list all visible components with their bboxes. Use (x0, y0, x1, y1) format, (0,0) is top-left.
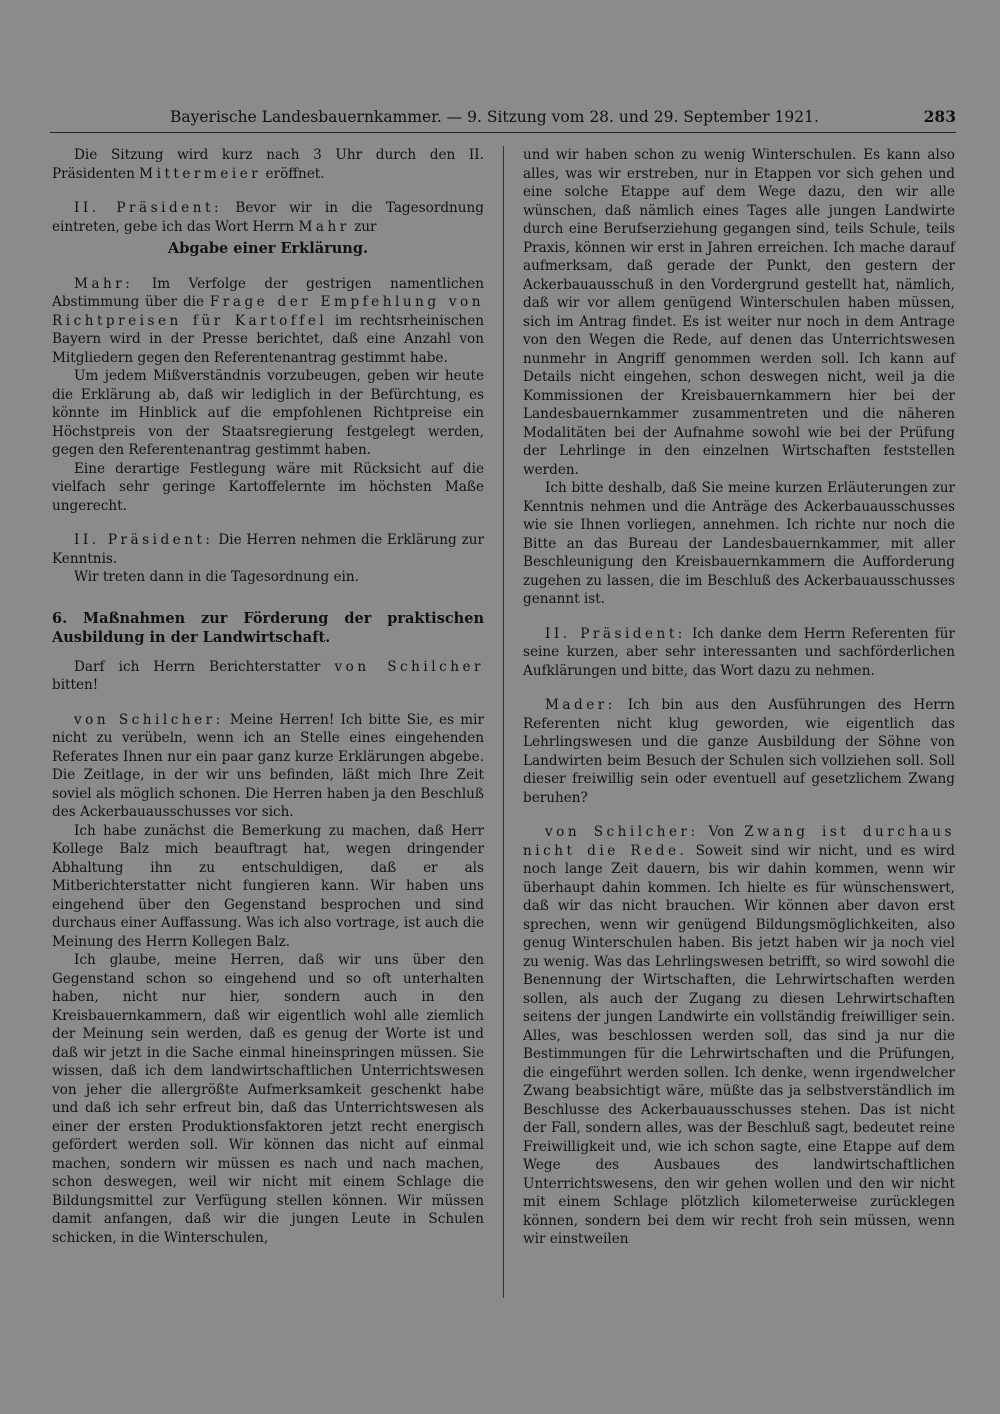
right-column (523, 146, 955, 1249)
section-heading: 6. Maßnahmen zur Förderung der praktischen Ausbildung in der Landwirtschaft. (52, 609, 484, 646)
running-header (50, 104, 956, 130)
paragraph (52, 146, 484, 183)
paragraph: Eine derartige Festlegung wäre mit Rücksicht auf die vielfach sehr geringe Kartoffelernte im höchsten Maße ungerecht. (52, 460, 484, 514)
paragraph: Ich glaube, meine Herren, daß wir uns über den Gegenstand schon so eingehend und so oft unterhalten haben, nicht nur hier, sondern auch in den Kreisbauernkammern, daß wir eigentlich wohl alle ziemlich der Meinung sein werden, daß es genug der Worte ist und daß wir jetzt in die Sache einmal hineinspringen müssen. Sie wissen, daß ich dem landwirtschaftlichen Unterrichtswesen von jeher die allergrößte Aufmerksamkeit geschenkt habe und daß ich sehr erfreut bin, daß das Unterrichtswesen als einer der ersten Produktionsfaktoren jetzt recht energisch gefördert werden soll. Wir können das nicht auf einmal machen, sondern wir müssen es nach und nach machen, schon deswegen, weil wir nicht mit einem Schlage die Bildungsmittel zur Verfügung stellen können. Wir müssen damit anfangen, daß wir die jungen Leute in Schulen schicken, in die Winterschulen, (52, 952, 484, 1246)
text: Die Sitzung wird kurz nach 3 Uhr durch den II. Präsidenten (52, 147, 484, 182)
text: zur (349, 218, 377, 235)
paragraph: Ich bitte deshalb, daß Sie meine kurzen Erläuterungen zur Kenntnis nehmen und die Anträge des Ackerbauausschusses wie sie Ihnen vorliegen, annehmen. Ich richte nur noch die Bitte an das Bureau der Landesbauernkammer, mit aller Beschleunigung den Kreisbauernkammern die Aufforderung zugehen zu lassen, die im Beschluß des Ackerbauausschusses genannt ist. (523, 480, 955, 607)
column-divider (503, 146, 504, 1298)
speaker-name: von Schilcher (334, 658, 484, 675)
speaker-label: Mahr: (74, 275, 134, 292)
agenda-heading: Abgabe einer Erklärung. (167, 240, 369, 257)
text: im rechtsrheinischen Bayern wird in der Presse berichtet, daß eine Anzahl von Mitgliedern gegen den Referentenantrag gestimmt habe. (52, 312, 484, 366)
paragraph (52, 275, 484, 368)
text: Die Herren nehmen die Erklärung zur Kenntnis. (52, 532, 484, 567)
paragraph: Um jedem Mißverständnis vorzubeugen, geben wir heute die Erklärung ab, daß wir lediglich in der Befürchtung, es könnte im Hinblick auf die empfohlenen Richtpreise ein Höchstpreis von der Staatsregierung festgelegt werden, gegen den Referentenantrag gestimmt haben. (52, 368, 484, 458)
speaker-label: Mader: (545, 697, 616, 713)
paragraph (52, 531, 484, 568)
page-number: 283 (923, 107, 956, 126)
speaker-label: II. Präsident: (74, 532, 214, 548)
paragraph (52, 658, 484, 695)
paragraph (523, 696, 955, 807)
text: bitten! (52, 677, 99, 693)
speaker-label: II. Präsident: (74, 200, 223, 216)
paragraph (523, 823, 955, 1249)
text: Darf ich Herrn Berichterstatter (74, 658, 335, 675)
running-title: Bayerische Landesbauernkammer. — 9. Sitzung vom 28. und 29. September 1921. (170, 108, 819, 126)
spaced-emphasis: Frage der Empfehlung von Richtpreisen für Kartoffel (52, 294, 484, 329)
paragraph: und wir haben schon zu wenig Winterschulen. Es kann also alles, was wir erstreben, nur in Etappen vor sich gehen und eine solche Etappe auf dem Wege dazu, den wir alle wünschen, daß nämlich eines Tages alle jungen Landwirte durch eine Berufserziehung gegangen sind, teils Schule, teils Praxis, können wir erst in Jahren erreichen. Ich mache darauf aufmerksam, daß gerade der Punkt, den gestern der Ackerbauausschuß in den Vordergrund gestellt hat, nämlich, daß wir vor allem genügend Winterschulen haben müssen, sich im Antrag findet. Es ist weiter nur noch in dem Antrage von den Wegen die Rede, auf denen das Unterrichtswesen nunmehr in Angriff genommen werden soll. Ich kann auf Details nicht eingehen, schon deswegen nicht, weil ja die Kommissionen der Kreisbauernkammern hier bei der Landesbauernkammer zusammentreten und die näheren Modalitäten bei der Aufnahme sowohl wie bei der Prüfung der Lehrlinge in den einzelnen Wirtschaften feststellen werden. (523, 147, 955, 478)
speaker-label: von Schilcher: (74, 711, 224, 728)
spaced-emphasis: Zwang ist durchaus nicht die Rede. (523, 824, 955, 859)
paragraph: Wir treten dann in die Tagesordnung ein. (74, 569, 359, 585)
text: Ich bin aus den Ausführungen des Herrn Referenten nicht klug geworden, wie eigentlich das Lehrlingswesen und die ganze Ausbildung der Söhne von Landwirten beim Besuch der Schulen sich vollziehen soll. Soll dieser freiwillig sein oder eventuell auf gesetzlichem Zwang beruhen? (523, 697, 955, 806)
paragraph: Ich habe zunächst die Bemerkung zu machen, daß Herr Kollege Balz mich beauftragt hat, wegen dringender Abhaltung ihn zu entschuldigen, daß er als Mitberichterstatter nicht fungieren kann. Wir haben uns eingehend über den Gegenstand besprochen und sind durchaus einer Auffassung. Was ich also vortrage, ist auch die Meinung des Herrn Kollegen Balz. (52, 822, 484, 950)
text: eröffnet. (261, 165, 325, 182)
header-rule (50, 132, 956, 133)
paragraph (523, 625, 955, 681)
speaker-label: von Schilcher: (545, 824, 699, 840)
text: Von (698, 824, 745, 840)
speaker-name: Mahr (298, 218, 350, 235)
speaker-name: Mittermeier (139, 165, 262, 182)
text: Meine Herren! Ich bitte Sie, es mir nicht zu verübeln, wenn ich an Stelle eines eingehenden Referates Ihnen nur ein paar ganz kurze Erklärungen abgebe. Die Zeitlage, in der wir uns befinden, läßt mich Ihre Zeit soviel als möglich schonen. Die Herren haben ja den Beschluß des Ackerbauausschusses vor sich. (52, 711, 484, 820)
text: Bevor wir in die Tagesordnung eintreten, gebe ich das Wort Herrn (52, 200, 485, 235)
text: Soweit sind wir nicht, und es wird noch lange Zeit dauern, bis wir dahin kommen, wenn wir überhaupt dahin kommen. Ich hielte es für wünschenswert, daß wir das nicht brauchen. Wir können aber davon erst sprechen, wenn wir genügend Bildungsmöglichkeiten, also genug Winterschulen haben. Bis jetzt haben wir ja noch viel zu wenig. Was das Lehrlingswesen betrifft, so wird sowohl die Benennung der Wirtschaften, die Lehrwirtschaften werden sollen, als auch der Zugang zu diesen Lehrwirtschaften seitens der jungen Landwirte ein vollständig freiwilliger sein. Alles, was beschlossen werden soll, das sind ja nur die Bestimmungen für die Lehrwirtschaften und die Prüfungen, die eingeführt werden sollen. Ich denke, wenn irgendwelcher Zwang beabsichtigt wäre, müßte das ja selbstverständlich im Beschlusse des Ackerbauausschusses stehen. Das ist nicht der Fall, sondern alles, was der Beschluß sagt, bedeutet reine Freiwilligkeit und, wie ich schon sagte, eine Etappe auf dem Wege des Ausbaues des landwirtschaftlichen Unterrichtswesens, den wir gehen wollen und den wir nicht mit einem Schlage plötzlich kilometerweise zurücklegen können, sondern bei dem wir recht froh sein müssen, wenn wir einstweilen (523, 842, 955, 1247)
paragraph (52, 199, 484, 236)
paragraph (52, 711, 484, 822)
text: Ich danke dem Herrn Referenten für seine kurzen, aber sehr interessanten und sachförderlichen Aufklärungen und bitte, das Wort dazu zu nehmen. (523, 625, 955, 679)
speaker-label: II. Präsident: (545, 625, 686, 642)
text: Im Verfolge der gestrigen namentlichen Abstimmung über die (52, 275, 484, 310)
left-column (52, 146, 484, 1247)
